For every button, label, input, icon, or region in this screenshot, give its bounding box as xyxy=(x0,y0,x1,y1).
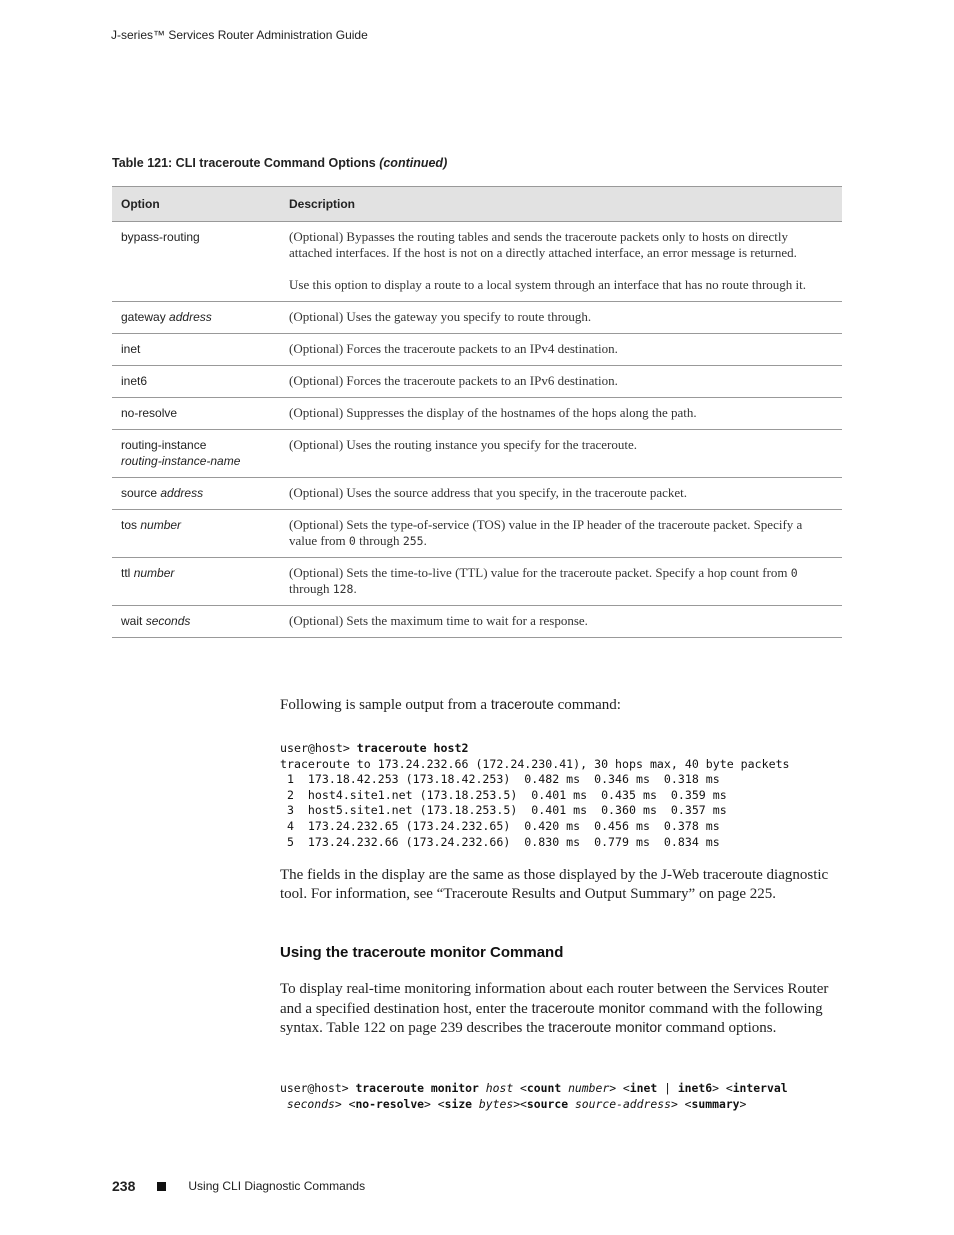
syntax-punctuation: > < xyxy=(609,1081,630,1095)
option-argument: address xyxy=(169,310,212,324)
value-literal: 255 xyxy=(402,534,424,548)
sample-output: user@host> traceroute host2 traceroute to 173.24.232.66 (172.24.230.41), 30 hops max, 40 byte packets 1 173.18.42.253 (173.18.42.253) 0.482 ms 0.346 ms 0.318 ms 2 host4.site1.net (173.18.253.5) 0.401 ms 0.435 ms 0.359 ms 3 host5.site1.net (173.18.253.5) 0.401 ms 0.360 ms 0.357 ms 4 173.24.232.65 (173.24.232.65) 0.420 ms 0.456 ms 0.378 ms 5 173.24.232.66 (173.24.232.66) 0.830 ms 0.779 ms 0.834 ms xyxy=(280,741,790,849)
option-name: bypass-routing xyxy=(121,230,200,244)
syntax-keyword: inet xyxy=(629,1081,658,1095)
table-caption-title: Table 121: CLI traceroute Command Options xyxy=(112,156,376,170)
description-text xyxy=(289,517,833,549)
option-cell xyxy=(112,398,280,430)
description-cell xyxy=(280,558,842,606)
description-fragment: (Optional) Sets the type-of-service (TOS) value in the IP header of the traceroute packet. Specify a value from xyxy=(289,517,803,548)
footer-section-title: Using CLI Diagnostic Commands xyxy=(188,1179,366,1193)
option-cell xyxy=(112,510,280,558)
option-cell xyxy=(112,430,280,478)
syntax-argument: host xyxy=(485,1081,514,1095)
running-header: J-series™ Services Router Administration Guide xyxy=(111,28,368,42)
table-row xyxy=(112,510,842,558)
syntax-punctuation xyxy=(479,1081,486,1095)
syntax-argument: bytes xyxy=(478,1096,514,1111)
section-heading: Using the traceroute monitor Command xyxy=(280,944,564,961)
output-line: traceroute to 173.24.232.66 (172.24.230.41), 30 hops max, 40 byte packets xyxy=(280,756,790,771)
table-row xyxy=(112,398,842,430)
description-text: (Optional) Suppresses the display of the hostnames of the hops along the path. xyxy=(289,405,697,420)
syntax-punctuation: | xyxy=(657,1081,678,1095)
syntax-punctuation xyxy=(472,1097,479,1111)
fields-paragraph: The fields in the display are the same as those displayed by the J-Web traceroute diagnostic tool. For information, see “Traceroute Results and Output Summary” on page 225. xyxy=(280,867,829,902)
option-cell xyxy=(112,334,280,366)
syntax-keyword: summary xyxy=(691,1096,740,1111)
syntax-keyword: count xyxy=(526,1081,562,1095)
monitor-paragraph: To display real-time monitoring information about each router between the Services Router and a specified destination host, enter the traceroute monitor command with the following syntax. Table 122 on page 239 describes the traceroute monitor command options. xyxy=(280,981,829,1036)
traceroute-command-ref: traceroute xyxy=(490,696,554,712)
syntax-punctuation: > xyxy=(739,1096,747,1111)
option-name: routing-instance xyxy=(121,438,207,452)
description-cell xyxy=(280,302,842,334)
option-name: source xyxy=(121,486,158,500)
description-text xyxy=(289,565,833,597)
description-text: (Optional) Forces the traceroute packets to an IPv4 destination. xyxy=(289,341,618,356)
option-name: tos xyxy=(121,518,138,532)
output-line: 3 host5.site1.net (173.18.253.5) 0.401 ms 0.360 ms 0.357 ms xyxy=(280,803,727,818)
option-name: no-resolve xyxy=(121,406,178,420)
syntax-keyword: no-resolve xyxy=(355,1096,425,1111)
syntax-punctuation xyxy=(280,1097,287,1111)
syntax-punctuation: < xyxy=(513,1081,527,1095)
option-name: gateway xyxy=(121,310,166,324)
description-text: (Optional) Uses the source address that you specify, in the traceroute packet. xyxy=(289,485,688,500)
option-cell xyxy=(112,478,280,510)
description-cell xyxy=(280,398,842,430)
option-name: inet6 xyxy=(121,374,148,388)
syntax-punctuation xyxy=(568,1097,575,1111)
description-fragment: (Optional) Sets the time-to-live (TTL) value for the traceroute packet. Specify a hop count from xyxy=(289,565,791,580)
table-row xyxy=(112,302,842,334)
option-name: inet xyxy=(121,342,141,356)
description-text: (Optional) Forces the traceroute packets to an IPv6 destination. xyxy=(289,373,618,388)
syntax-keyword: source xyxy=(526,1096,569,1111)
table-row xyxy=(112,430,842,478)
description-cell xyxy=(280,366,842,398)
syntax-argument: seconds xyxy=(286,1096,335,1111)
description-cell xyxy=(280,222,842,302)
option-name: wait xyxy=(121,614,143,628)
option-cell xyxy=(112,222,280,302)
description-cell xyxy=(280,430,842,478)
description-fragment: . xyxy=(423,533,427,548)
table-row xyxy=(112,222,842,302)
option-argument: number xyxy=(140,518,182,532)
syntax-keyword: traceroute monitor xyxy=(355,1081,479,1095)
option-cell xyxy=(112,302,280,334)
sample-intro: Following is sample output from a traceroute command: xyxy=(280,696,621,713)
description-text: (Optional) Uses the routing instance you specify for the traceroute. xyxy=(289,437,637,452)
column-header-description: Description xyxy=(280,187,842,222)
syntax-argument: number xyxy=(568,1081,610,1095)
syntax-punctuation: > < xyxy=(712,1081,733,1095)
sample-command: traceroute host2 xyxy=(356,741,469,755)
table-header-row xyxy=(112,187,842,222)
description-cell xyxy=(280,334,842,366)
output-line: 1 173.18.42.253 (173.18.42.253) 0.482 ms 0.346 ms 0.318 ms xyxy=(280,772,720,787)
output-line: 5 173.24.232.66 (173.24.232.66) 0.830 ms 0.779 ms 0.834 ms xyxy=(280,834,720,849)
option-cell xyxy=(112,558,280,606)
traceroute-monitor-ref: traceroute monitor xyxy=(548,1019,662,1035)
value-literal: 0 xyxy=(348,534,356,548)
syntax-punctuation: > < xyxy=(424,1096,445,1111)
column-header-option: Option xyxy=(112,187,280,222)
description-text: (Optional) Uses the gateway you specify to route through. xyxy=(289,309,592,324)
output-line: 2 host4.site1.net (173.18.253.5) 0.401 ms 0.435 ms 0.359 ms xyxy=(280,787,727,802)
option-cell xyxy=(112,366,280,398)
table-caption-continued: (continued) xyxy=(379,156,448,170)
syntax-keyword: inet6 xyxy=(677,1081,713,1095)
description-text: (Optional) Sets the maximum time to wait for a response. xyxy=(289,613,588,628)
table-row xyxy=(112,606,842,638)
table-row xyxy=(112,334,842,366)
option-argument: routing-instance-name xyxy=(121,454,241,468)
option-argument: address xyxy=(160,486,204,500)
syntax-argument: source-address xyxy=(574,1096,671,1111)
value-literal: 0 xyxy=(790,566,798,580)
options-table xyxy=(112,186,842,638)
output-line: 4 173.24.232.65 (173.24.232.65) 0.420 ms 0.456 ms 0.378 ms xyxy=(280,818,720,833)
sample-output-lines xyxy=(280,757,790,849)
description-cell xyxy=(280,606,842,638)
option-name: ttl xyxy=(121,566,131,580)
traceroute-monitor-ref: traceroute monitor xyxy=(531,999,646,1016)
description-text: Use this option to display a route to a local system through an interface that has no route through it. xyxy=(289,277,806,292)
description-fragment: through xyxy=(289,581,333,596)
description-cell xyxy=(280,478,842,510)
description-fragment: through xyxy=(355,533,403,548)
description-fragment: . xyxy=(353,581,357,596)
option-argument: number xyxy=(133,566,175,580)
page-footer xyxy=(112,1178,365,1194)
option-argument: seconds xyxy=(145,614,191,628)
option-cell xyxy=(112,606,280,638)
table-row xyxy=(112,366,842,398)
syntax-punctuation: > < xyxy=(334,1096,356,1111)
syntax-punctuation: >< xyxy=(513,1096,527,1111)
description-cell xyxy=(280,510,842,558)
table-caption xyxy=(112,156,447,170)
footer-square-bullet xyxy=(157,1182,166,1191)
description-text: (Optional) Bypasses the routing tables and sends the traceroute packets only to hosts on directly attached interfaces. If the host is not on a directly attached interface, an error message is returned. xyxy=(289,229,797,260)
table-row xyxy=(112,558,842,606)
syntax-keyword: interval xyxy=(732,1081,788,1095)
syntax-punctuation: > < xyxy=(670,1096,692,1111)
syntax-keyword: size xyxy=(444,1096,473,1111)
value-literal: 128 xyxy=(332,582,354,596)
table-row xyxy=(112,478,842,510)
page-number: 238 xyxy=(112,1178,136,1194)
monitor-syntax: user@host> traceroute monitor host <count number> <inet | inet6> <interval seconds> <no-resolve> <size bytes><source source-address> <summary> xyxy=(280,1081,788,1111)
